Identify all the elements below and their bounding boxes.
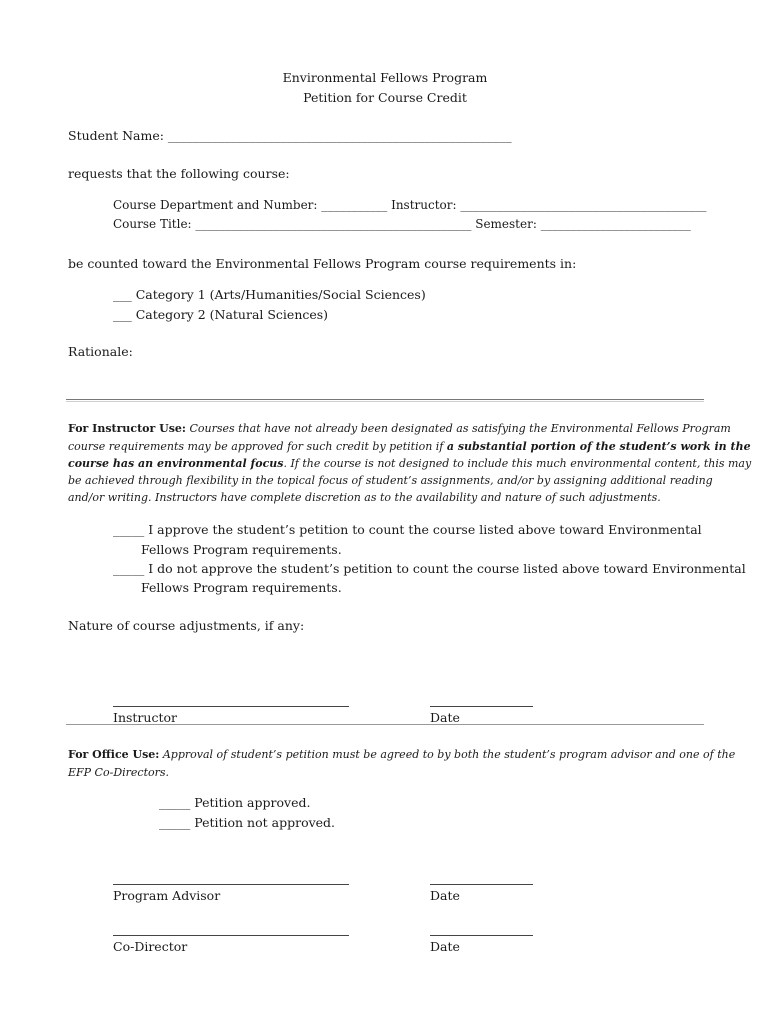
instructor-note-line-4: be achieved through flexibility in the topical focus of student’s assignments, and/or by assigning additional reading (68, 474, 713, 487)
instructor-signature-label: Instructor (113, 710, 177, 725)
instructor-note-line-2: course requirements may be approved for such credit by petition if a substantial portion of the student’s work in the (68, 440, 751, 453)
codirector-date-line[interactable] (430, 935, 533, 936)
instructor-signature-line[interactable] (113, 706, 349, 707)
request-text: requests that the following course: (68, 166, 290, 181)
petition-not-approved-option[interactable]: _____ Petition not approved. (159, 815, 336, 830)
counted-text: be counted toward the Environmental Fellows Program course requirements in: (68, 256, 577, 271)
approve-option[interactable]: _____ I approve the student’s petition to count the course listed above toward Environmental (113, 522, 702, 537)
form-title: Environmental Fellows Program (282, 70, 488, 85)
advisor-signature-line[interactable] (113, 884, 349, 885)
course-dept-instructor-field[interactable]: Course Department and Number: ___________ Instructor: _________________________________________ (113, 198, 707, 212)
approve-option-cont: Fellows Program requirements. (141, 542, 342, 557)
codirector-date-label: Date (430, 939, 460, 954)
instructor-date-line[interactable] (430, 706, 533, 707)
instructor-note-line-5: and/or writing. Instructors have complete discretion as to the availability and nature of such adjustments. (68, 491, 661, 504)
not-approve-option[interactable]: _____ I do not approve the student’s petition to count the course listed above toward Environmental (113, 561, 746, 576)
student-name-field[interactable]: Student Name: _______________________________________________________ (68, 128, 512, 143)
codirector-signature-line[interactable] (113, 935, 349, 936)
petition-approved-option[interactable]: _____ Petition approved. (159, 795, 311, 810)
instructor-note-line-1: For Instructor Use: Courses that have not already been designated as satisfying the Environmental Fellows Program (68, 422, 731, 435)
office-note-line-2: EFP Co-Directors. (68, 766, 170, 779)
advisor-signature-label: Program Advisor (113, 888, 221, 903)
section-divider (66, 399, 704, 402)
advisor-date-line[interactable] (430, 884, 533, 885)
form-subtitle: Petition for Course Credit (303, 90, 467, 105)
office-note-line-1: For Office Use: Approval of student’s petition must be agreed to by both the student’s program advisor and one of the (68, 748, 736, 761)
course-title-semester-field[interactable]: Course Title: ______________________________________________ Semester: _________________________ (113, 217, 691, 231)
not-approve-option-cont: Fellows Program requirements. (141, 580, 342, 595)
instructor-note-line-3: course has an environmental focus. If the course is not designed to include this much environmental content, this may (68, 457, 752, 470)
instructor-date-label: Date (430, 710, 460, 725)
category-2-option[interactable]: ___ Category 2 (Natural Sciences) (113, 307, 329, 322)
office-use-label: For Office Use: (68, 748, 160, 761)
category-1-option[interactable]: ___ Category 1 (Arts/Humanities/Social Sciences) (113, 287, 426, 302)
codirector-signature-label: Co-Director (113, 939, 188, 954)
advisor-date-label: Date (430, 888, 460, 903)
rationale-label: Rationale: (68, 344, 133, 359)
adjustments-label: Nature of course adjustments, if any: (68, 618, 305, 633)
instructor-use-label: For Instructor Use: (68, 422, 186, 435)
